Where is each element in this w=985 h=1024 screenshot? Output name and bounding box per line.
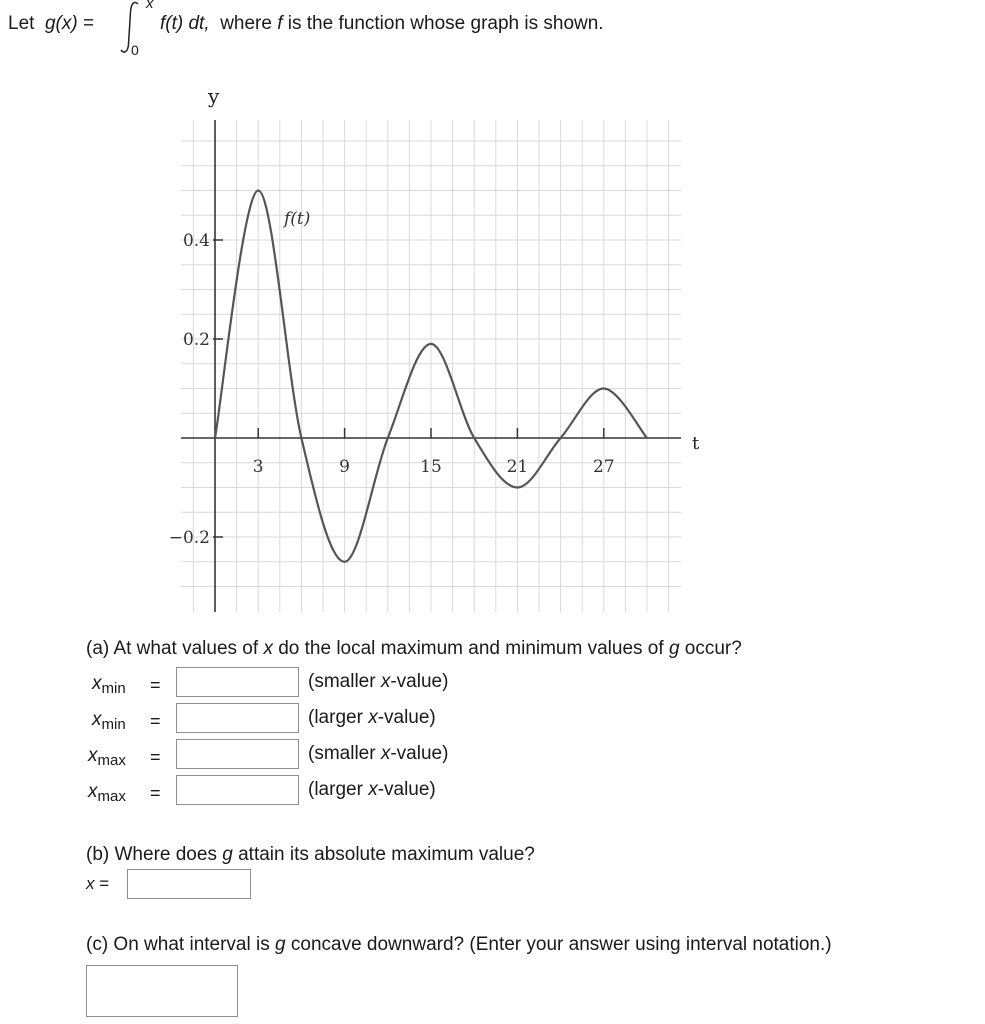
label-var: x [88,745,98,766]
x-tick-label: 15 [420,457,442,477]
ticks [169,231,615,548]
hint-pre: (smaller [308,743,376,764]
hint-post: -value) [377,707,436,728]
hint-pre: (larger [308,707,363,728]
rest-text: is the function whose graph is shown. [287,13,604,34]
where-text: where [220,13,272,34]
part-a-var-x: x [263,638,273,659]
part-a-text-2: do the local maximum and minimum values of [278,638,664,659]
equals-sign-3: = [150,747,161,767]
part-b-var-g: g [222,844,233,865]
part-b-question [86,844,535,866]
hint-smaller-x-2 [308,743,448,765]
concave-down-interval-input[interactable] [86,965,238,1017]
part-b-text-2: attain its absolute maximum value? [238,844,535,865]
xmin-label-1 [92,673,126,697]
hint-var: x [380,671,391,692]
hint-smaller-x-1 [308,671,448,693]
hint-var: x [368,779,378,800]
integral-lower-limit: 0 [131,42,139,58]
xmax-label-2 [88,781,126,805]
part-a-text-1: (a) At what values of [86,638,259,659]
part-c-text-1: (c) On what interval is [86,934,270,955]
part-c-text-2: concave downward? (Enter your answer using interval notation.) [290,934,832,955]
part-b-answer-label [86,874,109,894]
hint-larger-x-2 [308,779,436,801]
integrand: f(t) dt, [160,13,210,34]
xmax-larger-input[interactable] [176,775,299,805]
part-c-question [86,934,832,956]
let-text: Let [8,13,35,34]
equals-sign: = [83,13,95,34]
part-a-question [86,638,742,660]
hint-pre: (smaller [308,671,376,692]
hint-post: -value) [390,671,449,692]
equals-sign-1: = [150,675,161,695]
label-var: x [92,709,102,730]
xmax-label-1 [88,745,126,769]
x-tick-label: 3 [252,457,264,477]
y-tick-label: −0.2 [168,528,210,548]
label-sub: max [97,788,126,805]
grid-lines [181,120,681,612]
xmin-label-2 [92,709,126,733]
xmax-smaller-input[interactable] [176,739,299,769]
x-tick-label: 21 [506,457,529,477]
hint-post: -value) [377,779,436,800]
equals-sign-2: = [150,711,161,731]
hint-var: x [380,743,391,764]
curve-label: f(t) [284,209,311,229]
g-of-x: g(x) [44,13,78,34]
part-a-var-g: g [668,638,680,659]
part-a-text-3: occur? [684,638,742,659]
absolute-max-input[interactable] [127,869,251,899]
y-tick-label: 0.2 [182,330,210,350]
part-b-answer-eq: = [99,874,110,893]
part-b-answer-var: x [86,874,95,893]
part-c-var-g: g [275,934,286,955]
y-axis-label: y [208,84,220,108]
part-b-text-1: (b) Where does [86,844,217,865]
label-sub: min [101,680,126,697]
x-axis-label: t [692,433,700,454]
hint-var: x [368,707,378,728]
x-tick-label: 9 [339,457,351,477]
label-sub: max [97,752,126,769]
label-sub: min [101,716,126,733]
x-tick-label: 27 [592,457,615,477]
integral-upper-limit: x [146,0,154,12]
y-tick-label: 0.4 [182,231,210,251]
xmin-smaller-input[interactable] [176,667,299,697]
xmin-larger-input[interactable] [176,703,299,733]
hint-post: -value) [390,743,449,764]
f-var: f [277,13,283,34]
hint-larger-x-1 [308,707,436,729]
label-var: x [92,673,102,694]
equals-sign-4: = [150,783,161,803]
hint-pre: (larger [308,779,363,800]
label-var: x [88,781,98,802]
